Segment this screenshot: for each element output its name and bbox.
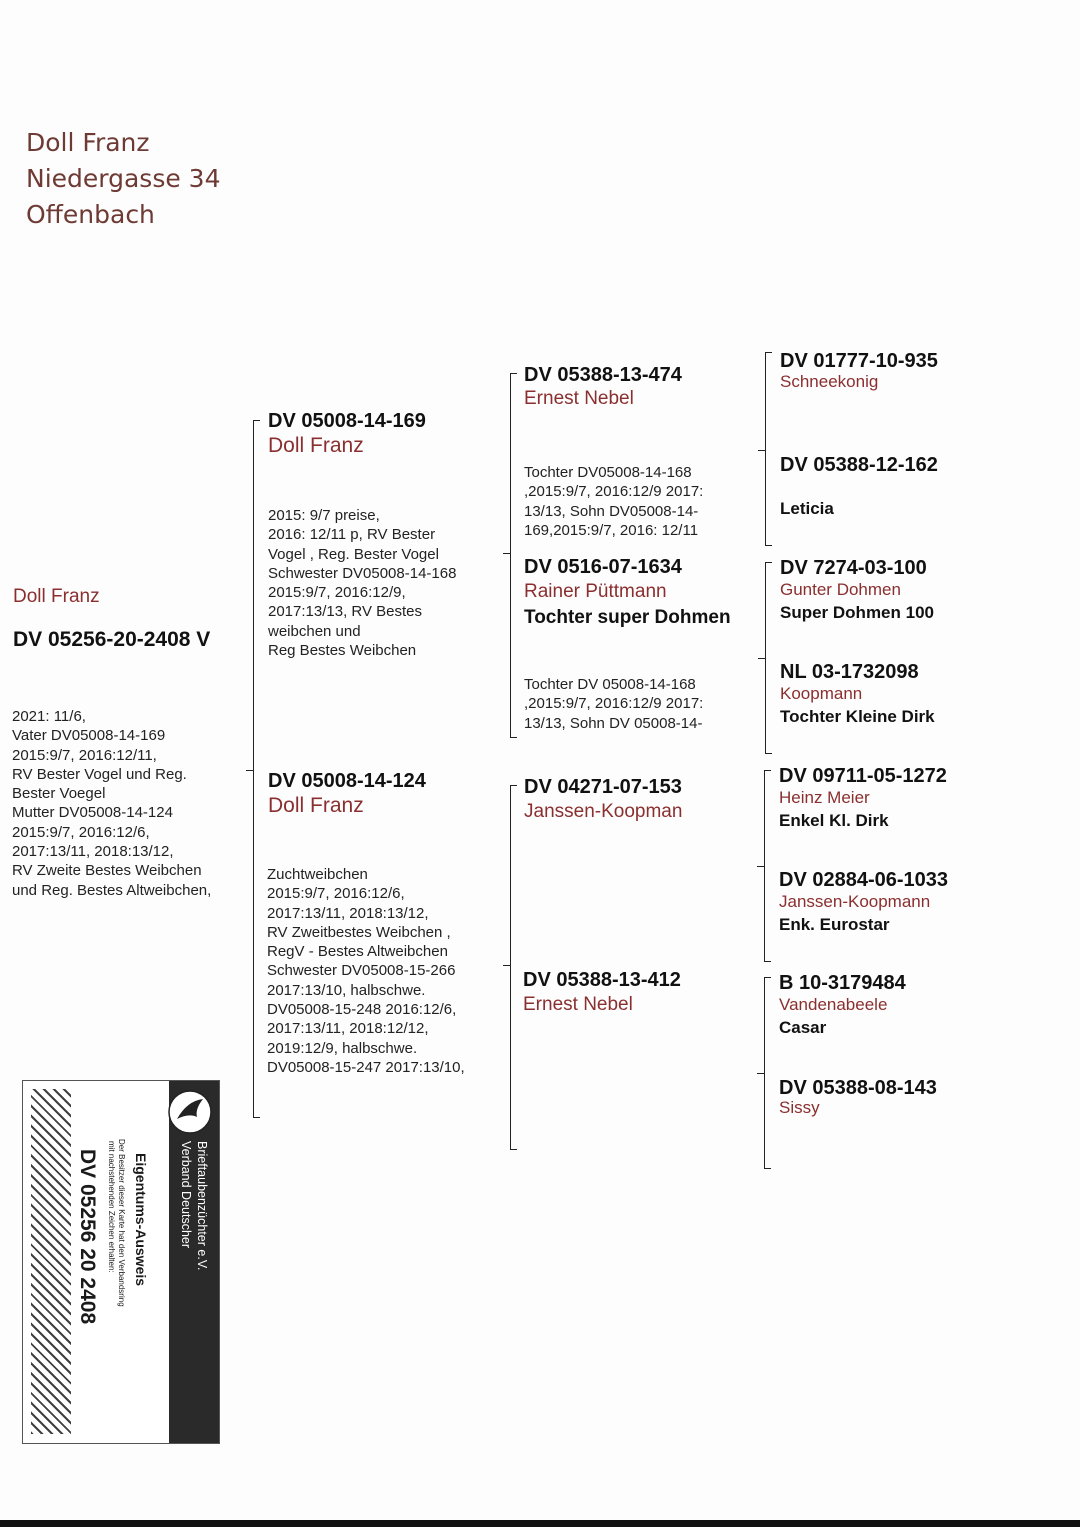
ggp-bracket-1 xyxy=(765,352,766,546)
gp4-owner: Ernest Nebel xyxy=(523,994,633,1015)
sire-parents-bracket-tick xyxy=(503,553,510,554)
gp1-ring: DV 05388-13-474 xyxy=(524,364,682,386)
owner-street: Niedergasse 34 xyxy=(26,164,221,193)
ggp-bracket-2-tick xyxy=(758,658,765,659)
ggp-7-ring: B 10-3179484 xyxy=(779,972,906,994)
ggp-4-note: Tochter Kleine Dirk xyxy=(780,707,935,726)
ggp-1-owner: Schneekonig xyxy=(780,372,879,391)
card-org-band xyxy=(169,1081,219,1443)
owner-name: Doll Franz xyxy=(26,128,150,157)
owner-address xyxy=(26,125,221,233)
card-org-line1: Verband Deutscher xyxy=(179,1141,193,1249)
ggp-3-ring: DV 7274-03-100 xyxy=(780,557,927,579)
ggp-8-ring: DV 05388-08-143 xyxy=(779,1077,937,1099)
ggp-3-note: Super Dohmen 100 xyxy=(780,603,934,622)
ggp-5-owner: Heinz Meier xyxy=(779,788,870,807)
owner-city: Offenbach xyxy=(26,200,155,229)
gp2-info: Tochter DV 05008-14-168 ,2015:9/7, 2016:12/9 2017: 13/13, Sohn DV 05008-14- xyxy=(524,676,704,732)
ggp-bracket-3-tick xyxy=(757,866,764,867)
ggp-bracket-4 xyxy=(764,977,765,1169)
ggp-bracket-3 xyxy=(764,770,765,962)
ggp-6-ring: DV 02884-06-1033 xyxy=(779,869,949,891)
ggp-5-note: Enkel Kl. Dirk xyxy=(779,811,889,830)
gp2-note: Tochter super Dohmen xyxy=(524,607,731,628)
gp4-ring: DV 05388-13-412 xyxy=(523,969,681,991)
ggp-7-owner: Vandenabeele xyxy=(779,995,888,1014)
parents-bracket xyxy=(253,420,254,1118)
dam-ring: DV 05008-14-124 xyxy=(268,770,426,792)
card-security-pattern xyxy=(31,1089,71,1434)
gp2-ring: DV 0516-07-1634 xyxy=(524,556,682,578)
card-small-line2: mit nachstehenden Zeichen erhalten: xyxy=(107,1141,116,1273)
parents-bracket-tick xyxy=(246,770,253,771)
gp1-info: Tochter DV05008-14-168 ,2015:9/7, 2016:12/9 2017: 13/13, Sohn DV05008-14- 169,2015:9/7, 2016: 12/11 xyxy=(524,464,704,539)
subject-owner: Doll Franz xyxy=(13,586,100,607)
ggp-8-owner: Sissy xyxy=(779,1098,820,1117)
card-org-line2: Brieftaubenzüchter e.V. xyxy=(195,1141,209,1271)
bird-logo-icon xyxy=(167,1089,213,1135)
ggp-4-owner: Koopmann xyxy=(780,684,863,703)
subject-info: 2021: 11/6, Vater DV05008-14-169 2015:9/7, 2016:12/11, RV Bester Vogel und Reg. Bester Voegel Mutter DV05008-14-124 2015:9/7, 2016:12/6, 2017:13/11, 2018:13/12, RV Zweite Bestes Weibchen und Reg. Bestes Altweibchen, xyxy=(12,708,212,899)
ggp-2-ring: DV 05388-12-162 xyxy=(780,454,938,476)
ggp-5-ring: DV 09711-05-1272 xyxy=(779,765,947,787)
card-title: Eigentums-Ausweis xyxy=(133,1153,149,1287)
subject-ring: DV 05256-20-2408 V xyxy=(13,628,211,651)
ggp-6-owner: Janssen-Koopmann xyxy=(779,892,931,911)
sire-owner: Doll Franz xyxy=(268,434,364,457)
ggp-2-note: Leticia xyxy=(780,499,834,518)
sire-parents-bracket xyxy=(510,373,511,738)
card-small-line1: Der Besitzer dieser Karte hat den Verbandsring xyxy=(117,1139,126,1307)
dam-owner: Doll Franz xyxy=(268,794,364,817)
gp3-owner: Janssen-Koopman xyxy=(524,801,683,822)
card-ring-number: DV 05256 20 2408 xyxy=(76,1149,99,1325)
ownership-card xyxy=(22,1080,220,1444)
bottom-bar xyxy=(0,1520,1080,1527)
dam-info: Zuchtweibchen 2015:9/7, 2016:12/6, 2017:13/11, 2018:13/12, RV Zweitbestes Weibchen , RegV - Bestes Altweibchen Schwester DV05008-15-266 2017:13/10, halbschwe. DV05008-15-248 2016:12/6, 2017:13/11, 2018:12/12, 2019:12/9, halbschwe. DV05008-15-247 2017:13/10, xyxy=(267,866,465,1076)
ggp-1-ring: DV 01777-10-935 xyxy=(780,350,938,372)
ggp-bracket-1-tick xyxy=(758,450,765,451)
ggp-6-note: Enk. Eurostar xyxy=(779,915,890,934)
ggp-3-owner: Gunter Dohmen xyxy=(780,580,901,599)
dam-parents-bracket-tick xyxy=(503,965,510,966)
sire-info: 2015: 9/7 preise, 2016: 12/11 p, RV Bester Vogel , Reg. Bester Vogel Schwester DV05008-14-168 2015:9/7, 2016:12/9, 2017:13/13, RV Bestes weibchen und Reg Bestes Weibchen xyxy=(268,507,457,660)
sire-ring: DV 05008-14-169 xyxy=(268,410,426,432)
gp2-owner: Rainer Püttmann xyxy=(524,581,667,602)
gp1-owner: Ernest Nebel xyxy=(524,388,634,409)
gp3-ring: DV 04271-07-153 xyxy=(524,776,682,798)
ggp-7-note: Casar xyxy=(779,1018,827,1037)
dam-parents-bracket xyxy=(510,785,511,1150)
ggp-4-ring: NL 03-1732098 xyxy=(780,661,919,683)
ggp-bracket-4-tick xyxy=(757,1073,764,1074)
ggp-bracket-2 xyxy=(765,562,766,754)
